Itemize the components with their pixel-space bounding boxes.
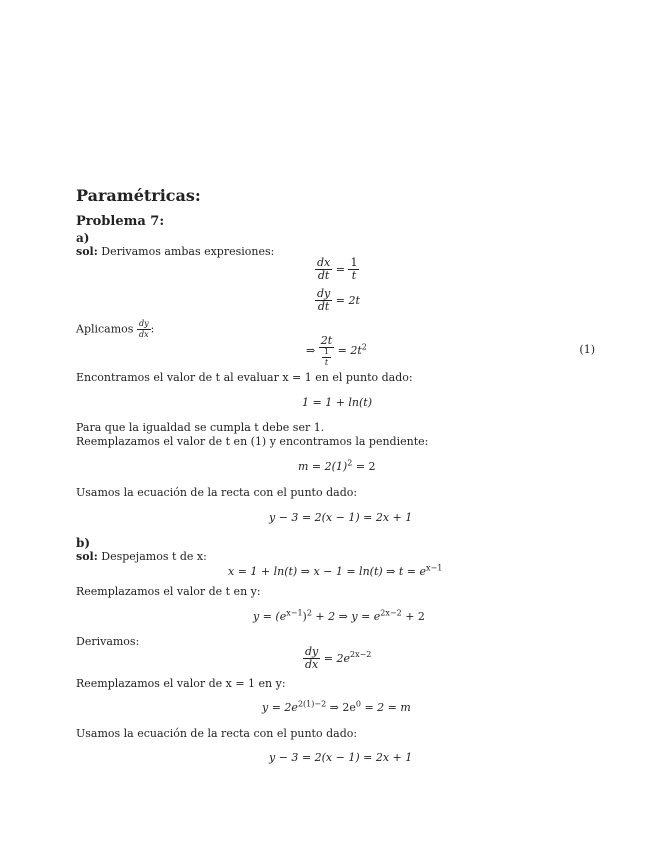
frac-den: dt (317, 300, 330, 314)
eq-eval-b: ⇒ 2e (326, 701, 356, 714)
frac-den: t (351, 269, 357, 283)
exponent: 2 (347, 458, 353, 468)
equation-number: (1) (579, 343, 595, 356)
sol-label: sol: (76, 550, 98, 563)
reemplazamos-t-text: Reemplazamos el valor de t en y: (76, 585, 261, 598)
frac-num: dy (138, 319, 149, 328)
usamos-text: Usamos la ecuación de la recta con el punto dado: (76, 727, 358, 740)
aplicamos-text: Aplicamos (76, 322, 134, 336)
eq-rhs: = 2t (335, 293, 360, 307)
exponent: 2x−2 (380, 608, 402, 618)
eq-eval-c: = 2 = m (360, 701, 411, 714)
frac-den: t (324, 357, 329, 367)
eq-line-b (269, 751, 412, 765)
exponent: 2(1)−2 (297, 699, 327, 709)
frac-num: dy (305, 645, 319, 658)
frac-num: 1 (350, 256, 358, 269)
eq-1 (306, 335, 367, 367)
eq-line-text: y − 3 = 2(x − 1) = 2x + 1 (269, 751, 413, 764)
exponent: x−1 (426, 563, 443, 573)
sol-text: Despejamos t de x: (97, 550, 207, 563)
eq-line-text: y − 3 = 2(x − 1) = 2x + 1 (269, 511, 413, 524)
exponent: 0 (355, 699, 361, 709)
aplicamos-line: Aplicamos $\frac{dy}{dx}$ : (76, 319, 155, 339)
usamos-text: Usamos la ecuación de la recta con el punto dado: (76, 486, 358, 499)
eq-dy-dt (315, 288, 360, 314)
sol-label: sol: (76, 245, 98, 258)
eq-rhs: = 2e (323, 651, 350, 665)
exponent: x−1 (286, 608, 303, 618)
reemplazamos-x-text: Reemplazamos el valor de x = 1 en y: (76, 677, 286, 690)
frac-den: dx (305, 658, 319, 672)
exponent: 2 (306, 608, 312, 618)
eq-eval-a: y = 2e (262, 701, 298, 714)
eq-despeje-text: x = 1 + ln(t) ⇒ x − 1 = ln(t) ⇒ t = e (228, 565, 427, 578)
eq-ln (302, 396, 372, 410)
eq-slope-text: m = 2(1) (298, 460, 348, 473)
eq-dx-dt: $\frac{dx}{dt}$ = $\frac{1}{t}$ (317, 256, 358, 283)
eq-line-a (269, 511, 412, 525)
eq-y-c: + 2 ⇒ y = e (311, 610, 381, 623)
eq-y-b: ) (302, 610, 307, 623)
frac-num: 1 (323, 347, 329, 357)
eq-y-a: y = (e (253, 610, 287, 623)
frac-den: dt (317, 269, 330, 283)
derivamos-text: Derivamos: (76, 635, 140, 648)
eq-y (253, 610, 425, 624)
eq-despeje (228, 565, 442, 579)
eq-derivative (303, 646, 371, 672)
eq-eval (262, 701, 411, 715)
encontramos-text: Encontramos el valor de t al evaluar x = 1 en el punto dado: (76, 371, 413, 384)
exponent: 2x−2 (350, 650, 372, 660)
eq-slope (298, 460, 376, 474)
part-a-sol-line (76, 245, 274, 259)
page-title: Paramétricas: (76, 186, 201, 205)
eq-y-d: + 2 (401, 610, 425, 623)
sol-text: Derivamos ambas expresiones: (97, 245, 275, 258)
part-b-sol-line (76, 550, 207, 564)
igualdad-text: Para que la igualdad se cumpla t debe ser 1. (76, 421, 325, 434)
eq-ln-text: 1 = 1 + ln(t) (302, 396, 373, 409)
frac-num: 2t (320, 334, 333, 347)
part-b-label: b) (76, 536, 91, 550)
frac-num: dy (317, 287, 331, 300)
implies-symbol: ⇒ (306, 344, 316, 358)
frac-num: dx (317, 256, 331, 269)
problem-heading: Problema 7: (76, 214, 165, 229)
frac-den: dx (138, 329, 149, 339)
exponent: 2 (361, 342, 367, 352)
eq-rhs: = 2t (337, 344, 362, 358)
reemplazamos-text: Reemplazamos el valor de t en (1) y encontramos la pendiente: (76, 435, 429, 448)
part-a-label: a) (76, 231, 90, 245)
eq-slope-rhs: = 2 (352, 460, 376, 473)
